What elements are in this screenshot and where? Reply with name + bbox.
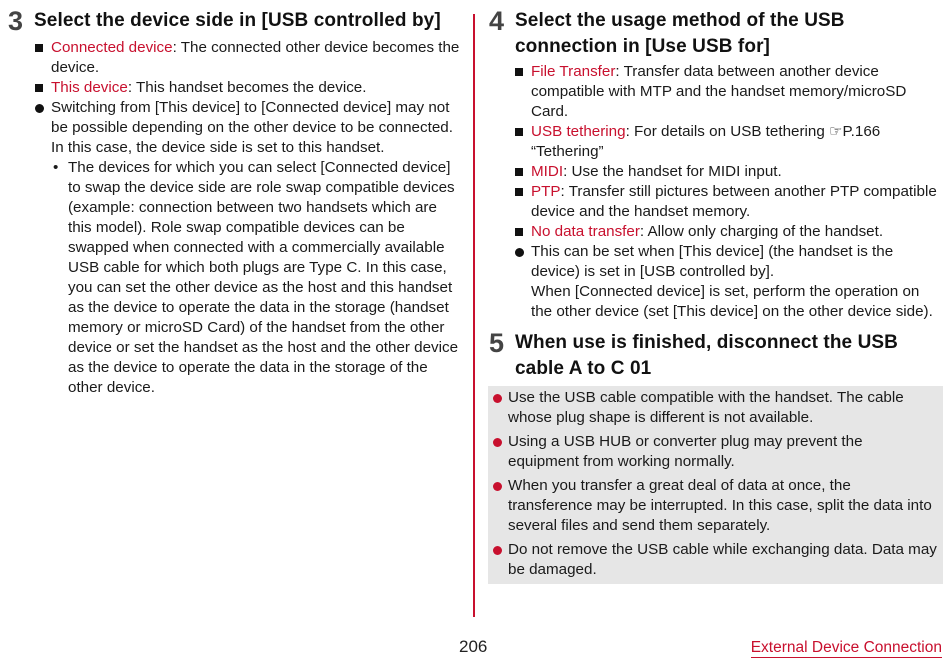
step-4-items <box>515 62 944 322</box>
option-description: : Use the handset for MIDI input. <box>563 163 782 180</box>
option-description: : Allow only charging of the handset. <box>639 223 884 240</box>
note-text-continued: When [Connected device] is set, perform the operation on the other device (set [This device] on the other device side). <box>531 283 933 320</box>
red-dot-icon <box>493 540 507 561</box>
red-dot-icon <box>493 476 507 497</box>
note-item <box>493 432 937 472</box>
option-description: : For details on USB tethering <box>625 123 825 140</box>
circle-bullet-icon <box>515 242 529 263</box>
note-item <box>493 540 937 580</box>
list-item <box>515 122 944 162</box>
reference-label: “Tethering” <box>531 143 604 160</box>
step-number: 3 <box>8 6 24 36</box>
note-text: Use the USB cable compatible with the handset. The cable whose plug shape is different is not available. <box>508 389 904 426</box>
list-item <box>35 98 462 158</box>
sub-list-item <box>35 158 462 398</box>
right-column <box>489 6 944 384</box>
page-reference[interactable]: P.166 <box>842 123 881 140</box>
list-item <box>515 162 944 182</box>
option-term: File Transfer <box>531 63 616 80</box>
step-3-items <box>35 38 462 398</box>
left-column <box>8 6 462 398</box>
list-item <box>515 62 944 122</box>
column-divider <box>473 14 475 617</box>
option-term: PTP <box>531 183 561 200</box>
square-bullet-icon <box>35 78 49 98</box>
list-item <box>515 222 944 242</box>
step-title: Select the usage method of the USB connection in [Use USB for] <box>515 10 845 57</box>
note-item <box>493 388 937 428</box>
list-item <box>515 242 944 322</box>
step-number: 5 <box>489 328 505 358</box>
step-title: When use is finished, disconnect the USB cable A to C 01 <box>515 332 898 379</box>
option-description: : Transfer still pictures between another PTP compatible device and the handset memory. <box>531 183 937 220</box>
note-text: Do not remove the USB cable while exchanging data. Data may be damaged. <box>508 541 937 578</box>
square-bullet-icon <box>515 62 529 82</box>
section-link[interactable]: External Device Connection <box>750 639 942 656</box>
step-number: 4 <box>489 6 505 36</box>
notes-box <box>488 386 943 584</box>
option-description: : Transfer data between another device compatible with MTP and the handset memory/microSD Card. <box>531 63 907 120</box>
step-title: Select the device side in [USB controlled by] <box>34 10 441 31</box>
option-description: : The connected other device becomes the device. <box>51 39 460 76</box>
red-dot-icon <box>493 432 507 453</box>
page-reference-icon: ☞ <box>829 123 843 140</box>
option-term: No data transfer <box>531 223 640 240</box>
square-bullet-icon <box>515 182 529 202</box>
option-term: Connected device <box>51 39 173 56</box>
note-text: Switching from [This device] to [Connected device] may not be possible depending on the other device to be connected. In this case, the device side is set to this handset. <box>51 99 453 156</box>
sub-note-text: The devices for which you can select [Connected device] to swap the device side are role swap compatible devices (example: connection between two handsets which are this model). Role swap compatible devices can be swapped when connected with a commercially available USB cable for which both plugs are Type C. In this case, you can set the other device as the host and this handset as the device to operate the data in the storage (handset memory or microSD Card) of the handset from the other device or set the handset as the host and the other device as the device to operate the data in the storage of the other device. <box>68 159 459 396</box>
step-4-heading <box>489 6 944 60</box>
note-text: When you transfer a great deal of data at once, the transference may be interrupted. In this case, split the data into several files and send them separately. <box>508 477 932 534</box>
bullet-dot-icon: • <box>53 159 59 176</box>
square-bullet-icon <box>35 38 49 58</box>
list-item <box>515 182 944 222</box>
square-bullet-icon <box>515 162 529 182</box>
list-item <box>35 38 462 78</box>
step-5-heading <box>489 328 944 382</box>
option-term: MIDI <box>531 163 564 180</box>
square-bullet-icon <box>515 222 529 242</box>
circle-bullet-icon <box>35 98 49 119</box>
note-text: This can be set when [This device] (the handset is the device) is set in [USB controlled by]. <box>531 243 894 280</box>
note-text: Using a USB HUB or converter plug may prevent the equipment from working normally. <box>508 433 863 470</box>
step-3-heading <box>8 6 462 36</box>
option-term: USB tethering <box>531 123 626 140</box>
red-dot-icon <box>493 388 507 409</box>
note-item <box>493 476 937 536</box>
list-item <box>35 78 462 98</box>
option-term: This device <box>51 79 128 96</box>
page-number: 206 <box>459 637 488 656</box>
square-bullet-icon <box>515 122 529 142</box>
option-description: : This handset becomes the device. <box>127 79 367 96</box>
